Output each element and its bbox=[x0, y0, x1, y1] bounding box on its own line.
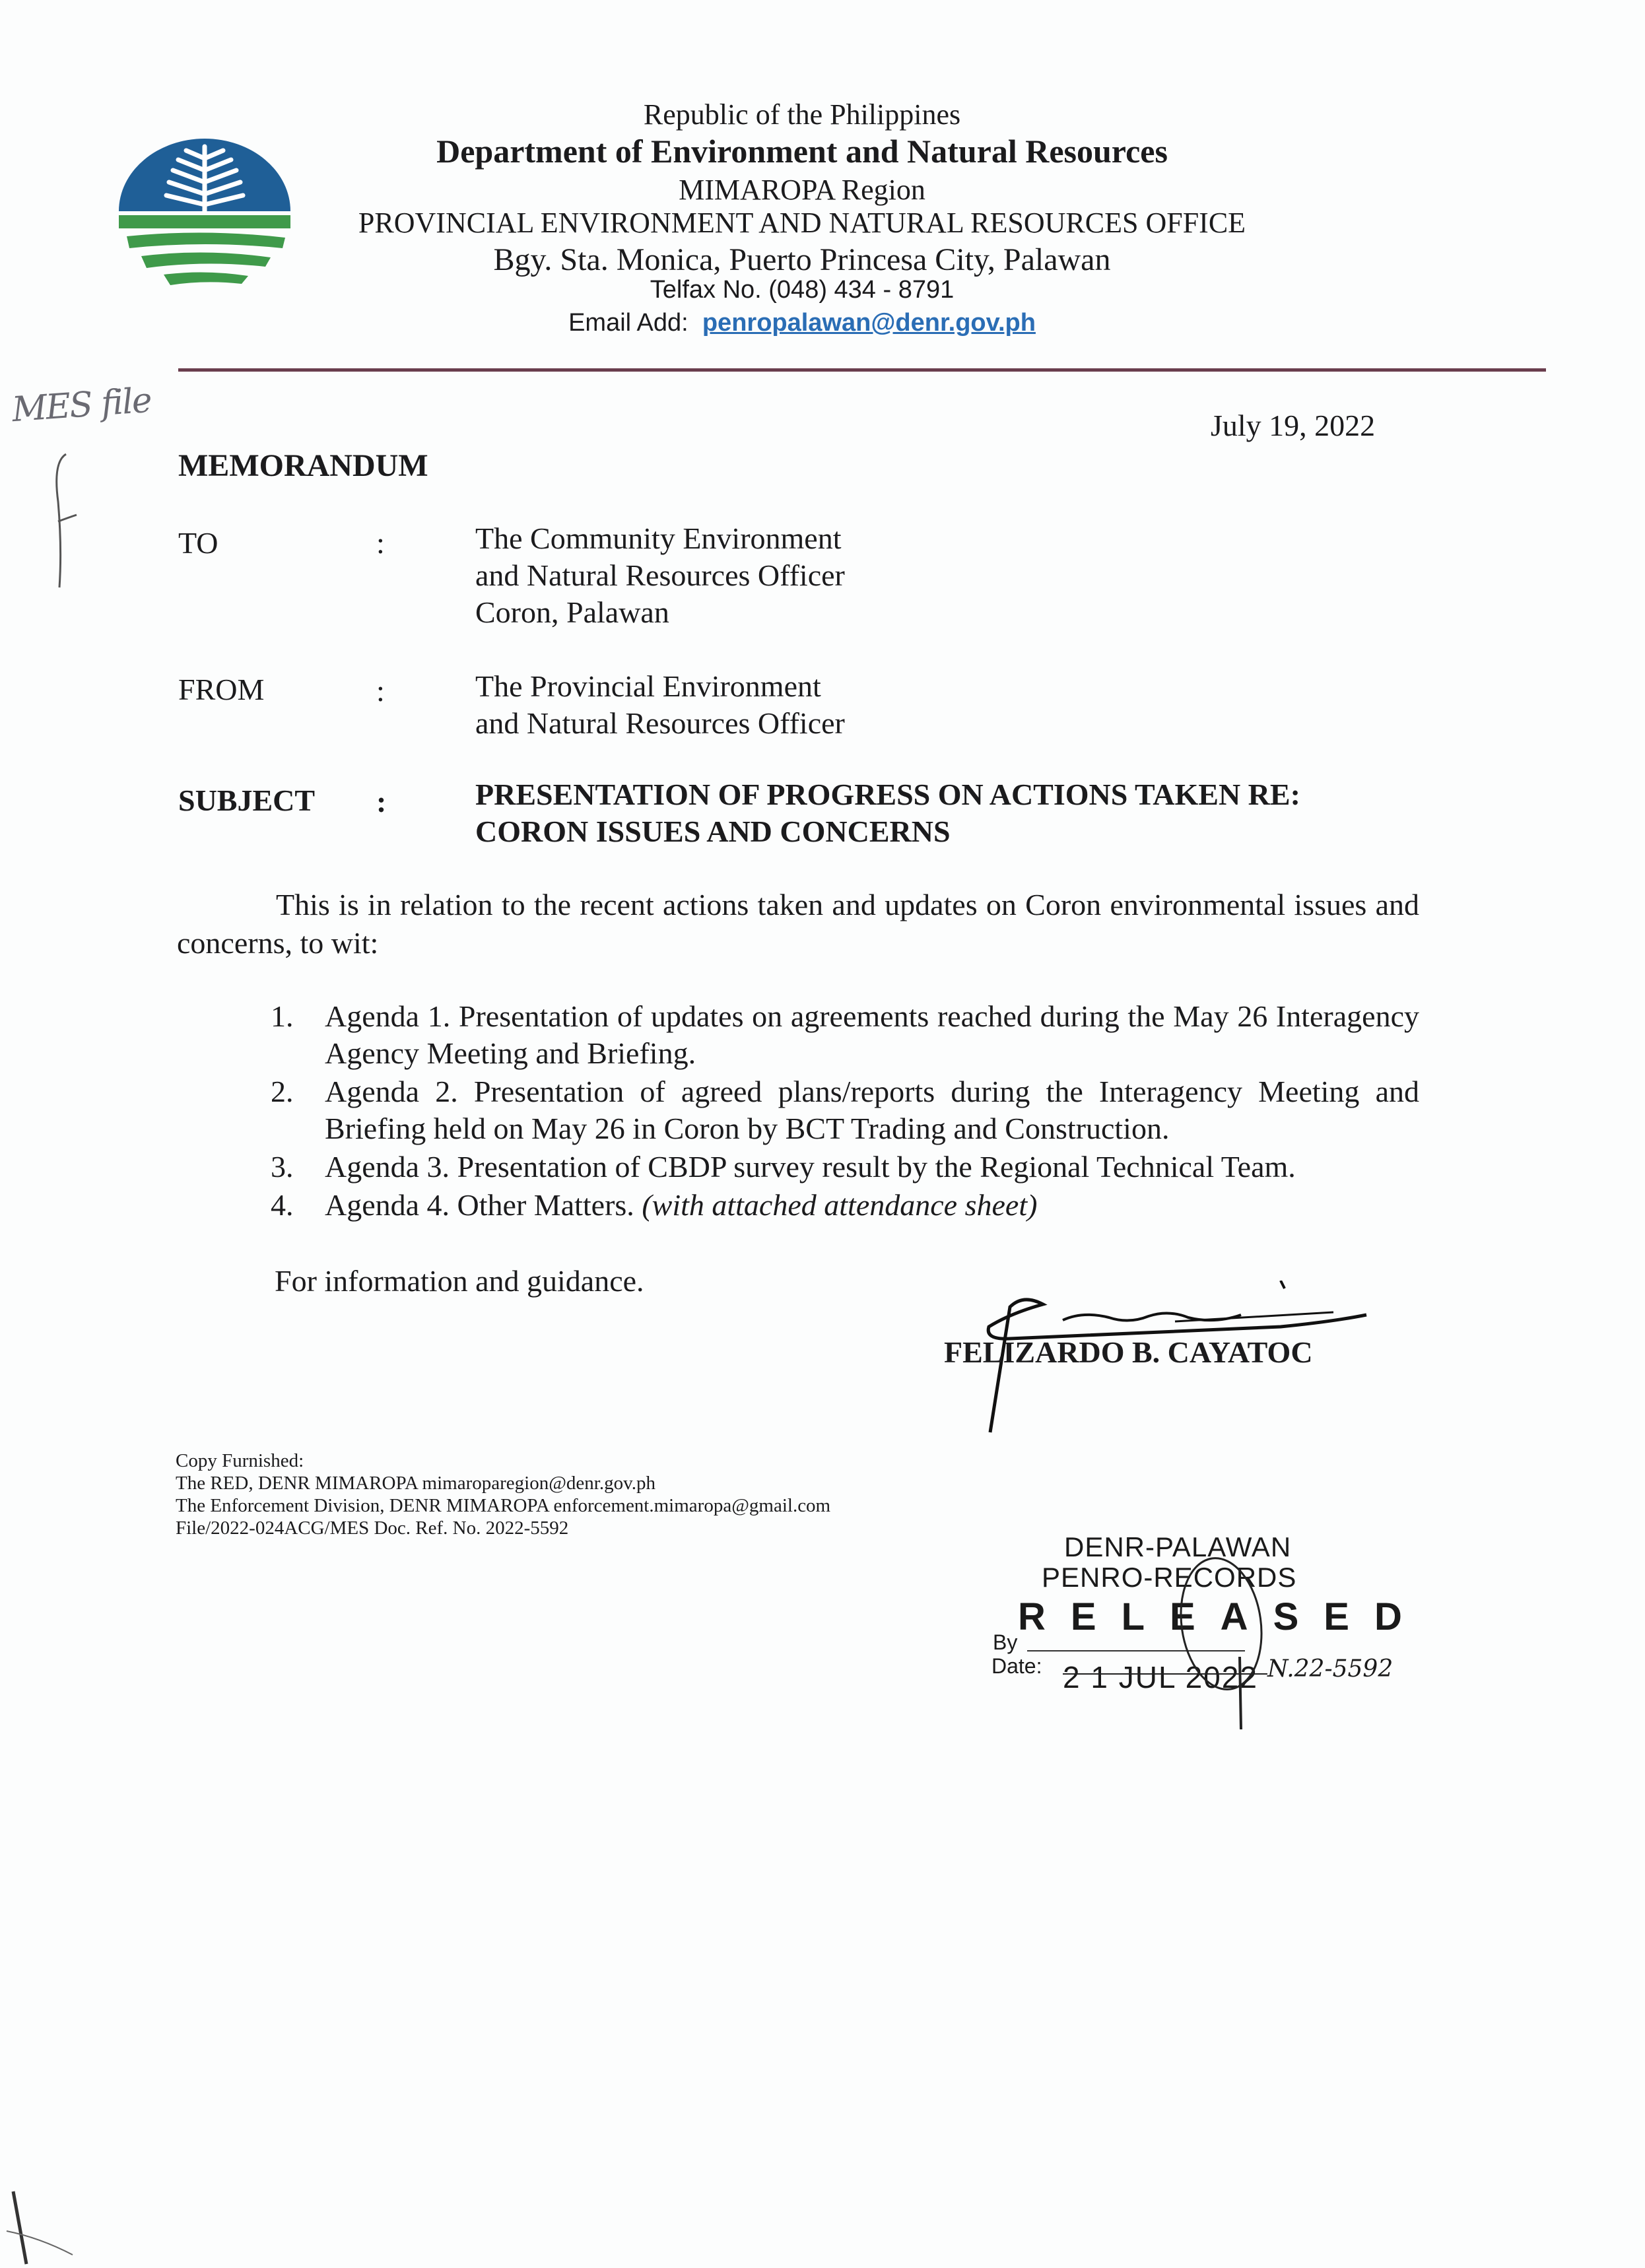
to-colon: : bbox=[376, 526, 385, 560]
agenda-number: 1. bbox=[271, 999, 294, 1033]
header-divider bbox=[178, 368, 1546, 372]
subject-line: CORON ISSUES AND CONCERNS bbox=[475, 815, 951, 848]
stamp-handwritten-ref: N.22-5592 bbox=[1267, 1655, 1393, 1683]
handwritten-mark bbox=[40, 449, 79, 594]
agenda-item bbox=[271, 1073, 1419, 1147]
to-line: Coron, Palawan bbox=[475, 595, 669, 629]
stamp-handwritten-marks bbox=[990, 1531, 1413, 1729]
agenda-item bbox=[271, 998, 1419, 1072]
email-link[interactable]: penropalawan@denr.gov.ph bbox=[702, 309, 1036, 337]
closing-line: For information and guidance. bbox=[275, 1264, 644, 1298]
signatory-name: FELIZARDO B. CAYATOC bbox=[944, 1335, 1313, 1369]
copy-furnished bbox=[176, 1450, 830, 1539]
agenda-text: Agenda 2. Presentation of agreed plans/reports during the Interagency Meeting and Briefing held on May 26 in Coron by BCT Trading and Construction. bbox=[325, 1075, 1419, 1145]
agenda-text: Agenda 3. Presentation of CBDP survey result by the Regional Technical Team. bbox=[325, 1150, 1296, 1184]
stamp-date-label: Date: bbox=[991, 1654, 1042, 1678]
cf-line: File/2022-024ACG/MES Doc. Ref. No. 2022-5592 bbox=[176, 1518, 569, 1539]
agenda-item bbox=[271, 1149, 1419, 1185]
cf-line: The Enforcement Division, DENR MIMAROPA enforcement.mimaropa@gmail.com bbox=[176, 1495, 831, 1516]
to-recipient bbox=[475, 520, 845, 631]
agenda-number: 3. bbox=[271, 1150, 294, 1184]
from-label: FROM bbox=[178, 673, 265, 706]
memo-date: July 19, 2022 bbox=[1211, 409, 1376, 442]
agenda-note: (with attached attendance sheet) bbox=[642, 1188, 1038, 1222]
header-department: Department of Environment and Natural Resources bbox=[436, 133, 1168, 170]
agenda-text: Agenda 4. Other Matters. bbox=[325, 1188, 642, 1222]
to-label: TO bbox=[178, 526, 218, 560]
subject-label: SUBJECT bbox=[178, 784, 316, 817]
stamp-office: DENR-PALAWAN bbox=[1064, 1531, 1292, 1562]
agenda-text: Agenda 1. Presentation of updates on agreements reached during the May 26 Interagency Agency Meeting and Briefing. bbox=[325, 999, 1419, 1070]
subject-colon: : bbox=[376, 785, 387, 818]
scan-artifact bbox=[0, 2139, 132, 2268]
header-address: Bgy. Sta. Monica, Puerto Princesa City, Palawan bbox=[493, 242, 1111, 277]
subject-line: PRESENTATION OF PROGRESS ON ACTIONS TAKEN RE: bbox=[475, 778, 1300, 811]
from-sender bbox=[475, 668, 845, 742]
header-republic: Republic of the Philippines bbox=[643, 98, 961, 131]
header-telfax: Telfax No. (048) 434 - 8791 bbox=[650, 276, 955, 304]
intro-paragraph: This is in relation to the recent actions taken and updates on Coron environmental issues and concerns, to wit: bbox=[177, 888, 1419, 960]
header-office: PROVINCIAL ENVIRONMENT AND NATURAL RESOURCES OFFICE bbox=[358, 207, 1246, 239]
handwritten-margin-note: MES file bbox=[11, 380, 152, 430]
released-stamp bbox=[990, 1531, 1427, 1729]
stamp-unit: PENRO-RECORDS bbox=[1042, 1562, 1297, 1593]
to-line: and Natural Resources Officer bbox=[475, 558, 845, 592]
agenda-number: 2. bbox=[271, 1075, 294, 1108]
cf-heading: Copy Furnished: bbox=[176, 1450, 304, 1471]
stamp-date-value: 2 1 JUL 2022 bbox=[1063, 1660, 1258, 1694]
from-colon: : bbox=[376, 674, 385, 708]
agenda-list bbox=[271, 998, 1419, 1225]
to-line: The Community Environment bbox=[475, 521, 842, 555]
from-line: and Natural Resources Officer bbox=[475, 706, 845, 740]
stamp-status: RELEASED bbox=[1018, 1595, 1427, 1638]
agenda-item bbox=[271, 1187, 1419, 1224]
subject-text bbox=[475, 776, 1300, 850]
from-line: The Provincial Environment bbox=[475, 669, 821, 703]
cf-line: The RED, DENR MIMAROPA mimaroparegion@denr.gov.ph bbox=[176, 1473, 655, 1494]
header-email-line bbox=[165, 309, 1439, 337]
email-label: Email Add: bbox=[568, 309, 688, 337]
header-region: MIMAROPA Region bbox=[679, 174, 925, 206]
stamp-by-label: By bbox=[993, 1630, 1018, 1654]
memo-title: MEMORANDUM bbox=[178, 448, 428, 483]
agenda-number: 4. bbox=[271, 1188, 294, 1222]
